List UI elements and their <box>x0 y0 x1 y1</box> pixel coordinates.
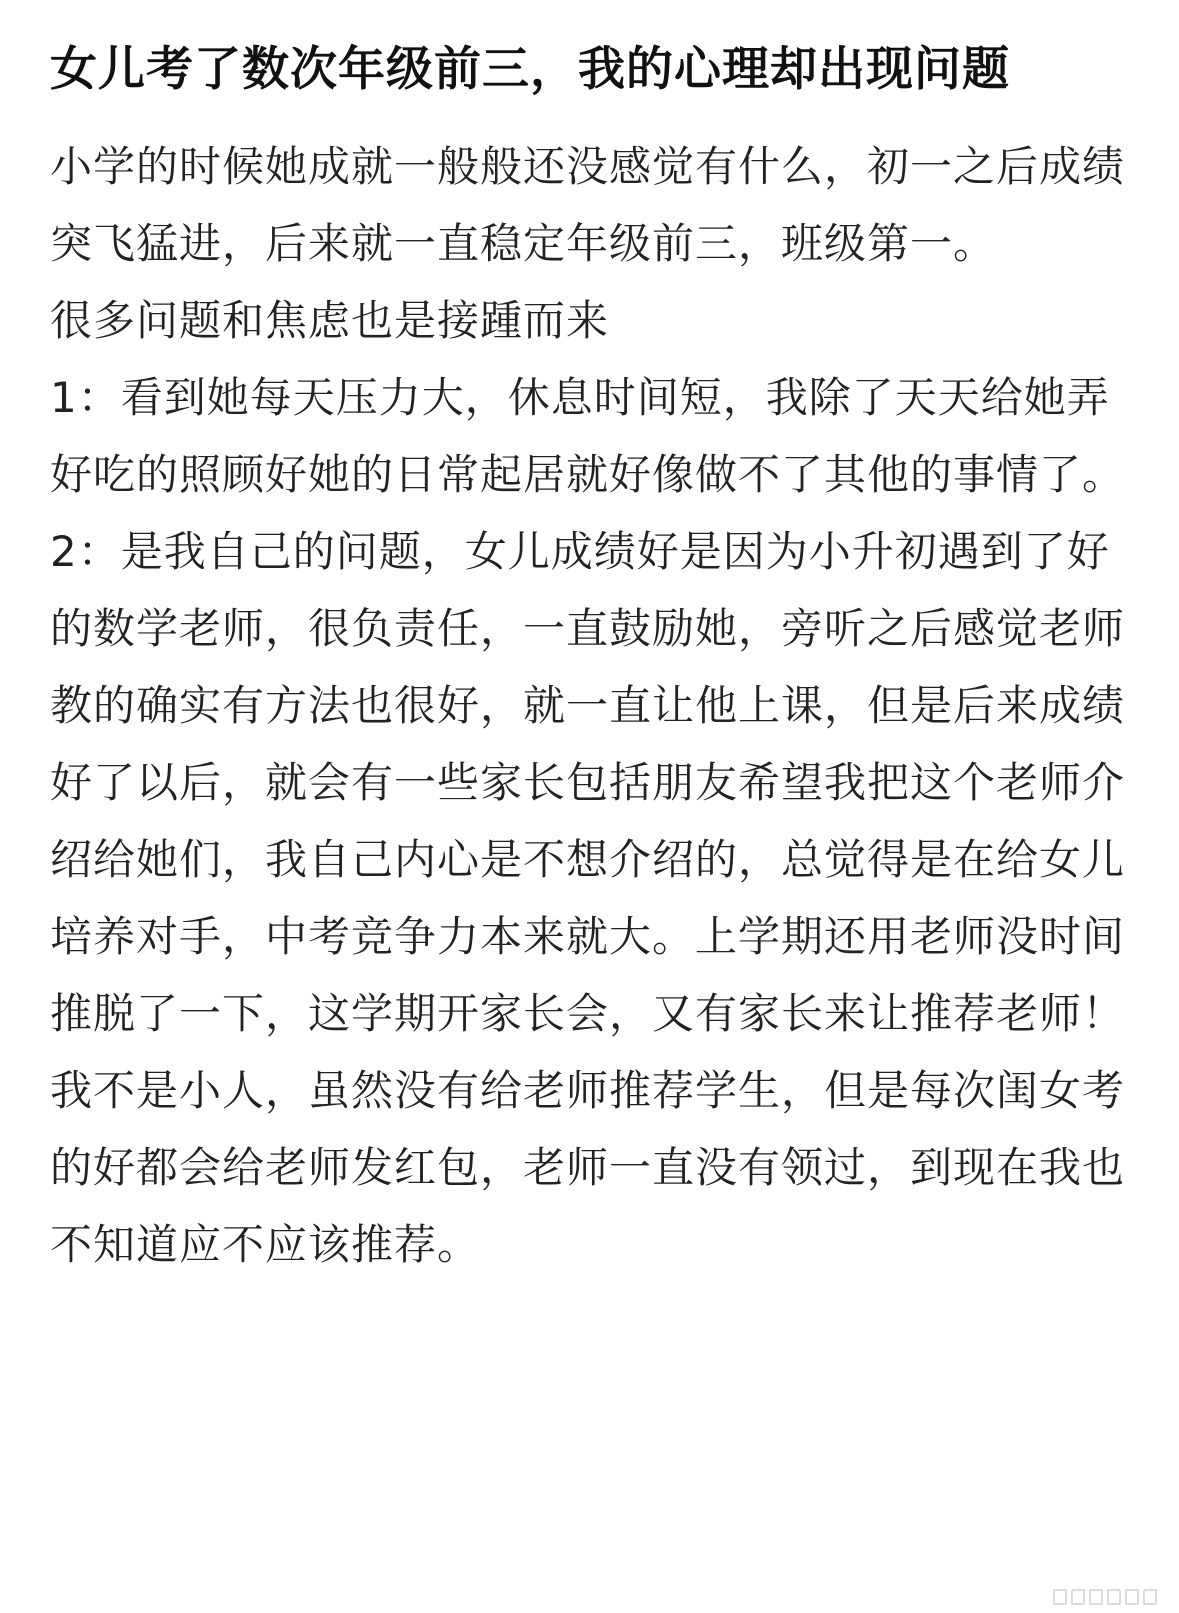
paragraph-point-2: 2：是我自己的问题，女儿成绩好是因为小升初遇到了好的数学老师，很负责任，一直鼓励她，旁听之后感觉老师教的确实有方法也很好，就一直让他上课，但是后来成绩好了以后，就会有一些家长包括朋友希望我把这个老师介绍给她们，我自己内心是不想介绍的，总觉得是在给女儿培养对手，中考竞争力本来就大。上学期还用老师没时间推脱了一下，这学期开家长会，又有家长来让推荐老师！ <box>50 527 1126 1038</box>
watermark-icon <box>1053 1585 1173 1609</box>
paragraph-anxiety: 很多问题和焦虑也是接踵而来 <box>50 296 610 345</box>
paragraph-intro: 小学的时候她成就一般般还没感觉有什么，初一之后成绩突飞猛进，后来就一直稳定年级前三，班级第一。 <box>50 142 1126 268</box>
post-body <box>50 128 1140 1283</box>
paragraph-point-1: 1：看到她每天压力大，休息时间短，我除了天天给她弄好吃的照顾好她的日常起居就好像做不了其他的事情了。 <box>50 373 1126 499</box>
post-title: 女儿考了数次年级前三，我的心理却出现问题 <box>50 42 1010 97</box>
paragraph-conclusion: 我不是小人，虽然没有给老师推荐学生，但是每次闺女考的好都会给老师发红包，老师一直没有领过，到现在我也不知道应不应该推荐。 <box>50 1066 1126 1269</box>
post <box>50 32 1140 1283</box>
